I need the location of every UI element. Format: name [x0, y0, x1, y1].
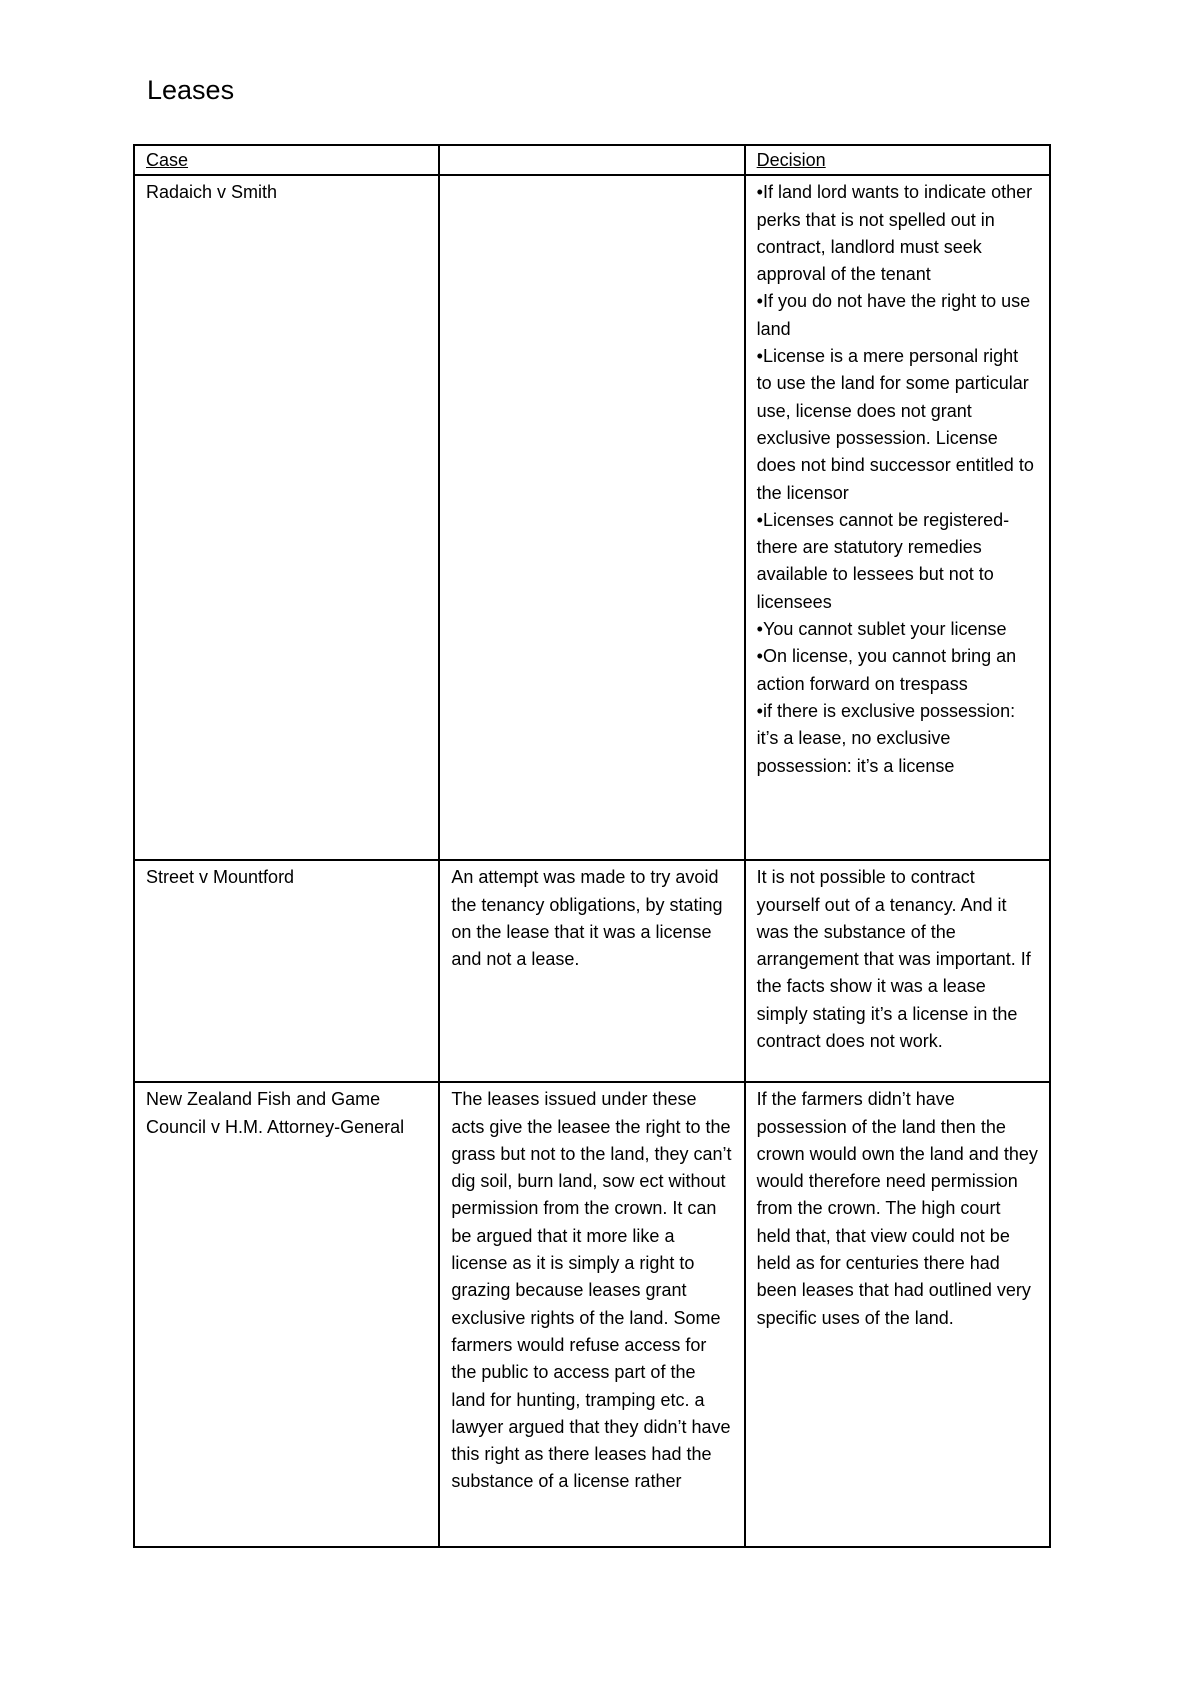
- case-name: Radaich v Smith: [146, 182, 278, 203]
- case-cell: [134, 175, 439, 860]
- decision-bullet-text: If you do not have the right to use land: [756, 291, 1031, 339]
- table-header-row: [134, 145, 1050, 175]
- case-name: New Zealand Fish and Game Council v H.M. Attorney-General: [146, 1089, 405, 1137]
- facts-cell: [439, 860, 744, 1082]
- decision-bullet: [757, 179, 1038, 288]
- header-facts-cell: [439, 145, 744, 175]
- facts-text: The leases issued under these acts give the leasee the right to the grass but not to the land, they can’t dig soil, burn land, sow ect without permission from the crown. It can be argued that it more like a license as it is simply a right to grazing because leases grant exclusive rights of the land. Some farmers would refuse access for the public to access part of the land for hunting, tramping etc. a lawyer argued that they didn’t have this right as there leases had the substance of a license rather: [451, 1089, 732, 1492]
- decision-bullet: [757, 698, 1038, 780]
- decision-bullet: [757, 643, 1038, 698]
- decision-text: If the farmers didn’t have possession of the land then the crown would own the land and they would therefore need permission from the crown. The high court held that, that view could not be held as for centuries there had been leases that had outlined very specific uses of the land.: [756, 1089, 1038, 1328]
- bullet-icon: •: [756, 291, 763, 312]
- decision-bullet: [757, 343, 1038, 507]
- bullet-icon: •: [756, 346, 763, 367]
- bullet-icon: •: [756, 700, 763, 721]
- decision-bullet-text: if there is exclusive possession: it’s a lease, no exclusive possession: it’s a license: [756, 700, 1016, 776]
- decision-cell: [745, 175, 1050, 860]
- decision-bullet: [757, 507, 1038, 616]
- header-case-cell: [134, 145, 439, 175]
- decision-bullet-text: If land lord wants to indicate other perks that is not spelled out in contract, landlord must seek approval of the tenant: [756, 182, 1033, 285]
- decision-bullet-text: Licenses cannot be registered- there are statutory remedies available to lessees but not to licensees: [756, 509, 1010, 612]
- cases-table: [133, 144, 1051, 1548]
- facts-text: An attempt was made to try avoid the tenancy obligations, by stating on the lease that it was a license and not a lease.: [451, 867, 723, 970]
- decision-bullet-text: License is a mere personal right to use the land for some particular use, license does not grant exclusive possession. License does not bind successor entitled to the licensor: [756, 346, 1034, 503]
- bullet-icon: •: [756, 646, 763, 667]
- facts-cell: [439, 175, 744, 860]
- case-cell: [134, 860, 439, 1082]
- header-case: Case: [146, 150, 189, 170]
- header-decision-cell: [745, 145, 1050, 175]
- case-cell: [134, 1082, 439, 1547]
- table-row: [134, 175, 1050, 860]
- decision-bullet: [757, 288, 1038, 343]
- decision-cell: [745, 860, 1050, 1082]
- page-title: Leases: [147, 75, 235, 105]
- decision-bullet: [757, 616, 1038, 643]
- case-name: Street v Mountford: [146, 867, 295, 888]
- decision-cell: [745, 1082, 1050, 1547]
- bullet-icon: •: [756, 619, 763, 640]
- table-row: [134, 1082, 1050, 1547]
- bullet-icon: •: [756, 182, 763, 203]
- bullet-icon: •: [756, 509, 763, 530]
- decision-bullet-text: You cannot sublet your license: [762, 619, 1007, 640]
- decision-bullet-text: On license, you cannot bring an action forward on trespass: [756, 646, 1017, 694]
- table-row: [134, 860, 1050, 1082]
- facts-cell: [439, 1082, 744, 1547]
- decision-text: It is not possible to contract yourself out of a tenancy. And it was the substance of the arrangement that was important. If the facts show it was a lease simply stating it’s a license in the contract does not work.: [756, 867, 1031, 1052]
- header-decision: Decision: [756, 150, 826, 170]
